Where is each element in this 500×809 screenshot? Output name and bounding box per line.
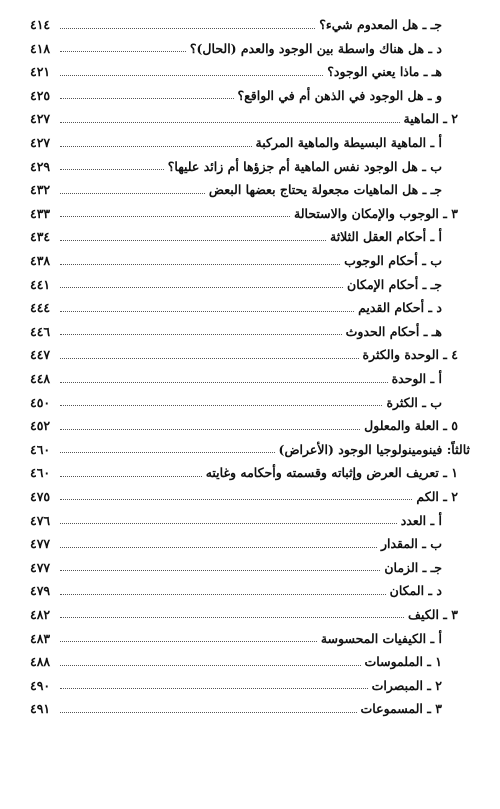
toc-entry	[30, 669, 470, 693]
toc-entry-title: هـ ـ أحكام الحدوث	[345, 323, 442, 339]
dot-leader	[60, 216, 290, 217]
toc-entry	[30, 126, 470, 150]
dot-leader	[60, 51, 186, 52]
toc-entry	[30, 527, 470, 551]
toc-entry	[30, 409, 470, 433]
toc-entry-title: أ ـ الماهية البسيطة والماهية المركبة	[255, 135, 442, 151]
toc-entry	[30, 32, 470, 56]
toc-entry-title: جـ ـ هل الماهيات مجعولة يحتاج بعضها البعض	[208, 182, 442, 198]
dot-leader	[60, 476, 202, 477]
toc-entry-title: و ـ هل الوجود في الذهن أم في الواقع؟	[237, 87, 442, 103]
dot-leader	[60, 405, 382, 406]
toc-entry	[30, 8, 470, 32]
toc-entry-title: ب ـ أحكام الوجوب	[344, 253, 442, 269]
toc-entry	[30, 362, 470, 386]
dot-leader	[60, 499, 412, 500]
dot-leader	[60, 75, 323, 76]
toc-page-number: ٤٣٣	[30, 205, 51, 221]
toc-page-number: ٤٦٠	[30, 441, 51, 457]
toc-page-number: ٤٤٤	[30, 300, 51, 316]
toc-entry	[30, 692, 470, 716]
dot-leader	[60, 193, 205, 194]
toc-page-number: ٤٢١	[30, 64, 51, 80]
toc-entry-title: ٥ ـ العلة والمعلول	[364, 418, 458, 434]
toc-page-number: ٤٢٥	[30, 87, 51, 103]
toc-entry-title: ١ ـ الملموسات	[364, 654, 442, 670]
dot-leader	[60, 146, 252, 147]
toc-entry-title: ١ ـ تعريف العرض وإثباته وقسمته وأحكامه وغايته	[205, 465, 458, 481]
toc-page-number: ٤٧٧	[30, 559, 51, 575]
toc-entry	[30, 173, 470, 197]
toc-page-number: ٤٣٢	[30, 182, 51, 198]
toc-page-number: ٤٧٩	[30, 583, 51, 599]
toc-entry-title: د ـ المكان	[389, 583, 442, 599]
toc-entry-title: د ـ أحكام القديم	[358, 300, 442, 316]
toc-page-number: ٤٩٠	[30, 677, 51, 693]
toc-entry-title: أ ـ العدد	[400, 512, 442, 528]
toc-entry-title: ٣ ـ المسموعات	[360, 701, 442, 717]
toc-section-heading	[30, 433, 470, 457]
toc-page-number: ٤٤٧	[30, 347, 51, 363]
toc-page-number: ٤٤٨	[30, 371, 51, 386]
toc-page-number: ٤٦٠	[30, 465, 51, 481]
toc-entry-title: جـ ـ الزمان	[384, 559, 442, 575]
toc-entry	[30, 338, 470, 362]
dot-leader	[60, 169, 164, 170]
toc-page-number: ٤٣٤	[30, 229, 51, 245]
toc-entry	[30, 220, 470, 244]
toc-entry-title: ٢ ـ المبصرات	[371, 677, 442, 693]
toc-page-number: ٤٥٠	[30, 394, 51, 410]
dot-leader	[60, 358, 359, 359]
toc-entry-title: هـ ـ ماذا يعني الوجود؟	[327, 64, 442, 80]
dot-leader	[60, 594, 386, 595]
toc-entry	[30, 79, 470, 103]
toc-entry-title: ب ـ الكثرة	[386, 394, 442, 410]
toc-entry-title: ب ـ هل الوجود نفس الماهية أم جزؤها أم زائد عليها؟	[167, 158, 442, 174]
toc-entry-title: جـ ـ هل المعدوم شيء؟	[319, 17, 442, 33]
toc-entry	[30, 503, 470, 527]
dot-leader	[60, 523, 397, 524]
dot-leader	[60, 382, 388, 383]
toc-page-number: ٤٥٢	[30, 418, 51, 434]
toc-entry-title: أ ـ الوحدة	[391, 371, 442, 386]
toc-page-number: ٤٧٦	[30, 512, 51, 528]
toc-entry	[30, 645, 470, 669]
toc-entry	[30, 291, 470, 315]
toc-page-number: ٤٣٨	[30, 253, 51, 269]
dot-leader	[60, 334, 342, 335]
toc-entry	[30, 197, 470, 221]
dot-leader	[60, 98, 234, 99]
toc-entry-title: ٤ ـ الوحدة والكثرة	[362, 347, 458, 363]
toc-entry-title: أ ـ الكيفيات المحسوسة	[320, 630, 442, 646]
toc-page-number: ٤٩١	[30, 701, 51, 717]
toc-entry-title: أ ـ أحكام العقل الثلاثة	[330, 229, 442, 245]
toc-entry	[30, 456, 470, 480]
toc-entry-title: ٣ ـ الوجوب والإمكان والاستحالة	[294, 205, 458, 221]
dot-leader	[60, 570, 380, 571]
toc-entry	[30, 574, 470, 598]
toc-page-number: ٤٢٩	[30, 158, 51, 174]
toc-entry	[30, 621, 470, 645]
toc-entry-title: ٣ ـ الكيف	[408, 606, 458, 622]
toc-entry-title: ٢ ـ الماهية	[403, 111, 458, 127]
toc-entry	[30, 386, 470, 410]
table-of-contents	[30, 8, 470, 716]
toc-page-number: ٤٨٨	[30, 654, 51, 670]
toc-entry	[30, 55, 470, 79]
toc-entry-title: ٢ ـ الكم	[416, 488, 458, 504]
dot-leader	[60, 122, 400, 123]
dot-leader	[60, 547, 377, 548]
toc-entry-title: د ـ هل هناك واسطة بين الوجود والعدم (الحال)؟	[189, 40, 442, 56]
toc-entry	[30, 480, 470, 504]
toc-page-number: ٤٢٧	[30, 111, 51, 127]
dot-leader	[60, 641, 317, 642]
dot-leader	[60, 688, 368, 689]
dot-leader	[60, 264, 340, 265]
toc-entry	[30, 315, 470, 339]
toc-entry	[30, 244, 470, 268]
dot-leader	[60, 311, 354, 312]
toc-page-number: ٤٤٦	[30, 323, 51, 339]
toc-entry	[30, 150, 470, 174]
dot-leader	[60, 665, 361, 666]
dot-leader	[60, 28, 315, 29]
toc-entry	[30, 268, 470, 292]
toc-entry-title: ب ـ المقدار	[380, 536, 442, 552]
dot-leader	[60, 712, 357, 713]
dot-leader	[60, 240, 326, 241]
toc-page-number: ٤٧٧	[30, 536, 51, 552]
toc-page-number: ٤١٨	[30, 40, 51, 56]
toc-page-number: ٤٤١	[30, 276, 51, 292]
dot-leader	[60, 452, 275, 453]
toc-page-number: ٤١٤	[30, 17, 51, 33]
dot-leader	[60, 429, 360, 430]
toc-entry-title: جـ ـ أحكام الإمكان	[347, 276, 442, 292]
toc-page-number: ٤٢٧	[30, 135, 51, 151]
dot-leader	[60, 617, 404, 618]
toc-entry	[30, 102, 470, 126]
toc-page-number: ٤٧٥	[30, 488, 51, 504]
toc-entry	[30, 598, 470, 622]
toc-entry	[30, 551, 470, 575]
toc-entry-title: ثالثاً: فينومينولوجيا الوجود (الأعراض)	[278, 441, 470, 457]
toc-page-number: ٤٨٢	[30, 606, 51, 622]
dot-leader	[60, 287, 343, 288]
toc-page-number: ٤٨٣	[30, 630, 51, 646]
